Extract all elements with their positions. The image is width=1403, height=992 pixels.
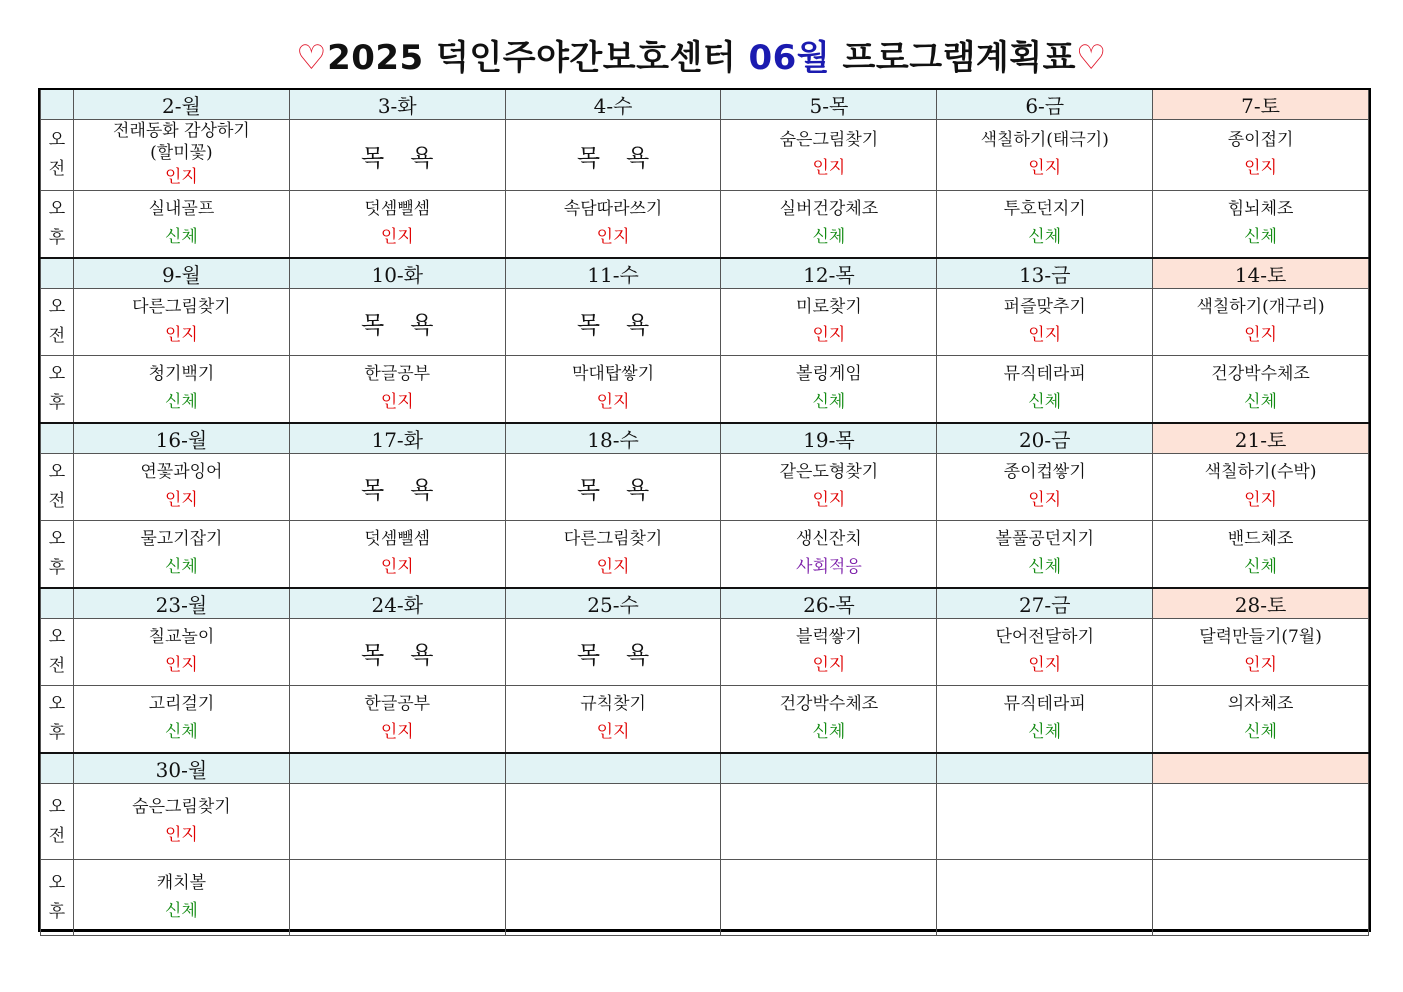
category-label: 신체 <box>1244 722 1277 742</box>
activity-name: 색칠하기(개구리) <box>1196 297 1325 317</box>
activity-name: 볼풀공던지기 <box>995 529 1094 549</box>
category-label: 인지 <box>1028 158 1062 178</box>
schedule-cell <box>1153 619 1369 686</box>
day-header: 28-토 <box>1153 588 1369 619</box>
activity-name: 규칙찾기 <box>580 694 646 714</box>
activity-name: 볼링게임 <box>796 364 862 384</box>
afternoon-label: 오 후 <box>41 191 74 259</box>
schedule-cell <box>505 289 721 356</box>
activity-name: 같은도형찾기 <box>779 462 879 482</box>
category-label: 인지 <box>164 325 198 345</box>
calendar-body <box>41 90 1369 936</box>
week-header-row <box>41 753 1369 784</box>
category-label: 신체 <box>1244 227 1277 247</box>
week-header-row <box>41 423 1369 454</box>
activity-name: 숨은그림찾기 <box>779 130 879 150</box>
activity-name: 캐치볼 <box>156 872 207 893</box>
day-header: 18-수 <box>505 423 721 454</box>
schedule-cell <box>289 191 505 259</box>
day-header: 5-목 <box>721 90 937 120</box>
activity-name: 건강박수체조 <box>779 694 879 714</box>
category-label: 인지 <box>1028 325 1062 345</box>
category-label: 인지 <box>1244 158 1277 178</box>
category-label: 인지 <box>812 325 846 345</box>
category-label: 신체 <box>812 722 846 742</box>
title-center: 2025 덕인주야간보호센터 <box>327 38 737 78</box>
category-label: 인지 <box>164 490 198 510</box>
category-label: 인지 <box>596 392 630 412</box>
bath-text: 목욕 <box>361 475 460 504</box>
afternoon-row <box>41 356 1369 424</box>
activity-name: 종이컵쌓기 <box>1003 462 1086 482</box>
activity-name: 밴드체조 <box>1227 529 1294 549</box>
category-label: 인지 <box>812 158 846 178</box>
morning-label: 오 전 <box>41 619 74 686</box>
schedule-cell <box>74 356 290 424</box>
afternoon-label: 오 후 <box>41 686 74 754</box>
afternoon-row <box>41 686 1369 754</box>
afternoon-row <box>41 191 1369 259</box>
category-label: 인지 <box>1244 325 1277 345</box>
afternoon-label: 오 후 <box>41 521 74 589</box>
schedule-cell <box>937 454 1153 521</box>
morning-label: 오 전 <box>41 289 74 356</box>
day-header <box>289 753 505 784</box>
schedule-cell <box>289 686 505 754</box>
morning-row <box>41 784 1369 860</box>
day-header: 4-수 <box>505 90 721 120</box>
category-label: 신체 <box>164 227 198 247</box>
schedule-cell <box>1153 521 1369 589</box>
day-header: 7-토 <box>1153 90 1369 120</box>
heart-icon: ♡ <box>296 38 328 78</box>
activity-name: 전래동화 감상하기 (할미꽃) <box>113 121 250 163</box>
day-header: 9-월 <box>74 258 290 289</box>
activity-name: 숨은그림찾기 <box>132 796 231 817</box>
activity-name: 다른그림찾기 <box>132 297 231 317</box>
page-title <box>0 30 1403 79</box>
activity-name: 덧셈뺄셈 <box>364 529 431 549</box>
activity-name: 생신잔치 <box>796 529 862 549</box>
schedule-cell <box>289 120 505 191</box>
category-label: 인지 <box>380 392 414 412</box>
schedule-cell <box>505 619 721 686</box>
bath-text: 목욕 <box>576 310 676 339</box>
category-label: 신체 <box>1244 557 1277 577</box>
category-label: 인지 <box>1244 490 1277 510</box>
activity-name: 한글공부 <box>364 364 431 384</box>
category-label: 인지 <box>380 722 414 742</box>
schedule-cell <box>505 784 721 860</box>
morning-label: 오 전 <box>41 784 74 860</box>
schedule-cell <box>505 120 721 191</box>
activity-name: 색칠하기(태극기) <box>980 130 1109 150</box>
schedule-cell <box>937 686 1153 754</box>
bath-text: 목욕 <box>576 475 676 504</box>
activity-name: 단어전달하기 <box>995 627 1094 647</box>
schedule-cell <box>289 289 505 356</box>
schedule-cell <box>721 356 937 424</box>
schedule-cell <box>937 521 1153 589</box>
day-header <box>721 753 937 784</box>
program-calendar <box>40 90 1369 936</box>
day-header: 14-토 <box>1153 258 1369 289</box>
corner-cell <box>41 423 74 454</box>
category-label: 인지 <box>812 490 846 510</box>
day-header: 23-월 <box>74 588 290 619</box>
category-label: 신체 <box>164 557 198 577</box>
category-label: 인지 <box>1028 490 1062 510</box>
activity-name: 의자체조 <box>1227 694 1294 714</box>
corner-cell <box>41 753 74 784</box>
morning-row <box>41 454 1369 521</box>
category-label: 인지 <box>164 824 198 845</box>
category-label: 인지 <box>812 655 846 675</box>
schedule-cell <box>937 120 1153 191</box>
day-header: 19-목 <box>721 423 937 454</box>
day-header: 17-화 <box>289 423 505 454</box>
schedule-cell <box>937 619 1153 686</box>
category-label: 인지 <box>596 227 630 247</box>
day-header: 3-화 <box>289 90 505 120</box>
activity-name: 미로찾기 <box>796 297 862 317</box>
day-header: 6-금 <box>937 90 1153 120</box>
day-header <box>505 753 721 784</box>
day-header: 21-토 <box>1153 423 1369 454</box>
category-label: 인지 <box>1028 655 1062 675</box>
activity-name: 달력만들기(7월) <box>1199 627 1322 647</box>
day-header: 27-금 <box>937 588 1153 619</box>
schedule-cell <box>721 454 937 521</box>
schedule-cell <box>1153 120 1369 191</box>
schedule-cell <box>505 191 721 259</box>
schedule-cell <box>937 356 1153 424</box>
activity-name: 건강박수체조 <box>1211 364 1310 384</box>
week-header-row <box>41 258 1369 289</box>
day-header: 20-금 <box>937 423 1153 454</box>
schedule-cell <box>74 521 290 589</box>
activity-name: 힘뇌체조 <box>1227 199 1294 219</box>
afternoon-row <box>41 521 1369 589</box>
morning-row <box>41 619 1369 686</box>
schedule-cell <box>1153 191 1369 259</box>
afternoon-label: 오 후 <box>41 356 74 424</box>
bath-text: 목욕 <box>361 310 460 339</box>
activity-name: 색칠하기(수박) <box>1204 462 1317 482</box>
activity-name: 물고기잡기 <box>140 529 223 549</box>
activity-name: 퍼즐맞추기 <box>1003 297 1086 317</box>
category-label: 신체 <box>1028 227 1062 247</box>
afternoon-label: 오 후 <box>41 860 74 936</box>
schedule-cell <box>721 289 937 356</box>
schedule-cell <box>74 454 290 521</box>
category-label: 신체 <box>164 392 198 412</box>
category-label: 인지 <box>596 557 630 577</box>
heart-icon: ♡ <box>1075 38 1107 78</box>
schedule-cell <box>505 356 721 424</box>
morning-label: 오 전 <box>41 120 74 191</box>
schedule-cell <box>505 860 721 936</box>
day-header: 25-수 <box>505 588 721 619</box>
corner-cell <box>41 258 74 289</box>
schedule-cell <box>289 860 505 936</box>
activity-name: 한글공부 <box>364 694 431 714</box>
week-header-row <box>41 90 1369 120</box>
schedule-cell <box>937 191 1153 259</box>
day-header: 30-월 <box>74 753 290 784</box>
week-header-row <box>41 588 1369 619</box>
category-label: 인지 <box>380 557 414 577</box>
schedule-cell <box>721 120 937 191</box>
schedule-cell <box>1153 784 1369 860</box>
schedule-cell <box>74 860 290 936</box>
schedule-cell <box>74 120 290 191</box>
day-header: 12-목 <box>721 258 937 289</box>
day-header: 13-금 <box>937 258 1153 289</box>
schedule-cell <box>74 619 290 686</box>
schedule-cell <box>289 454 505 521</box>
bath-text: 목욕 <box>576 143 676 172</box>
morning-row <box>41 120 1369 191</box>
category-label: 신체 <box>1028 557 1062 577</box>
day-header: 2-월 <box>74 90 290 120</box>
schedule-cell <box>721 521 937 589</box>
activity-name: 청기백기 <box>148 364 215 384</box>
bath-text: 목욕 <box>576 640 676 669</box>
schedule-cell <box>1153 356 1369 424</box>
bath-text: 목욕 <box>361 143 460 172</box>
schedule-cell <box>721 191 937 259</box>
schedule-cell <box>937 289 1153 356</box>
category-label: 인지 <box>596 722 630 742</box>
category-label: 인지 <box>1244 655 1277 675</box>
category-label: 신체 <box>1244 392 1277 412</box>
schedule-cell <box>937 784 1153 860</box>
schedule-cell <box>1153 454 1369 521</box>
schedule-cell <box>289 784 505 860</box>
schedule-cell <box>505 454 721 521</box>
schedule-cell <box>1153 860 1369 936</box>
activity-name: 덧셈뺄셈 <box>364 199 431 219</box>
activity-name: 뮤직테라피 <box>1003 364 1086 384</box>
title-month: 06월 <box>748 38 831 78</box>
day-header: 11-수 <box>505 258 721 289</box>
corner-cell <box>41 588 74 619</box>
category-label: 신체 <box>1028 392 1062 412</box>
category-label: 인지 <box>164 655 198 675</box>
schedule-cell <box>289 521 505 589</box>
schedule-cell <box>289 619 505 686</box>
schedule-cell <box>505 686 721 754</box>
day-header <box>1153 753 1369 784</box>
schedule-cell <box>289 356 505 424</box>
category-label: 신체 <box>1028 722 1062 742</box>
schedule-cell <box>937 860 1153 936</box>
corner-cell <box>41 90 74 120</box>
morning-row <box>41 289 1369 356</box>
schedule-cell <box>74 784 290 860</box>
activity-name: 블럭쌓기 <box>796 627 862 647</box>
activity-name: 실내골프 <box>148 199 215 219</box>
schedule-cell <box>721 619 937 686</box>
schedule-cell <box>1153 686 1369 754</box>
activity-name: 실버건강체조 <box>779 199 879 219</box>
category-label: 신체 <box>812 392 846 412</box>
schedule-cell <box>721 784 937 860</box>
day-header: 16-월 <box>74 423 290 454</box>
schedule-cell <box>74 289 290 356</box>
schedule-cell <box>74 686 290 754</box>
activity-name: 칠교놀이 <box>148 627 215 647</box>
day-header: 10-화 <box>289 258 505 289</box>
afternoon-row <box>41 860 1369 936</box>
activity-name: 다른그림찾기 <box>563 529 663 549</box>
schedule-cell <box>721 686 937 754</box>
schedule-cell <box>1153 289 1369 356</box>
activity-name: 연꽃과잉어 <box>140 462 223 482</box>
schedule-cell <box>505 521 721 589</box>
bath-text: 목욕 <box>361 640 460 669</box>
day-header <box>937 753 1153 784</box>
day-header: 26-목 <box>721 588 937 619</box>
category-label: 사회적응 <box>796 557 862 577</box>
title-program: 프로그램계획표 <box>842 38 1076 78</box>
category-label: 신체 <box>164 900 198 921</box>
category-label: 인지 <box>380 227 414 247</box>
activity-name: 고리걸기 <box>148 694 215 714</box>
schedule-cell <box>721 860 937 936</box>
category-label: 신체 <box>164 722 198 742</box>
activity-name: 속담따라쓰기 <box>563 199 663 219</box>
schedule-cell <box>74 191 290 259</box>
category-label: 인지 <box>164 167 198 187</box>
category-label: 신체 <box>812 227 846 247</box>
activity-name: 투호던지기 <box>1003 199 1086 219</box>
activity-name: 막대탑쌓기 <box>572 364 655 384</box>
activity-name: 종이접기 <box>1227 130 1294 150</box>
day-header: 24-화 <box>289 588 505 619</box>
morning-label: 오 전 <box>41 454 74 521</box>
activity-name: 뮤직테라피 <box>1003 694 1086 714</box>
